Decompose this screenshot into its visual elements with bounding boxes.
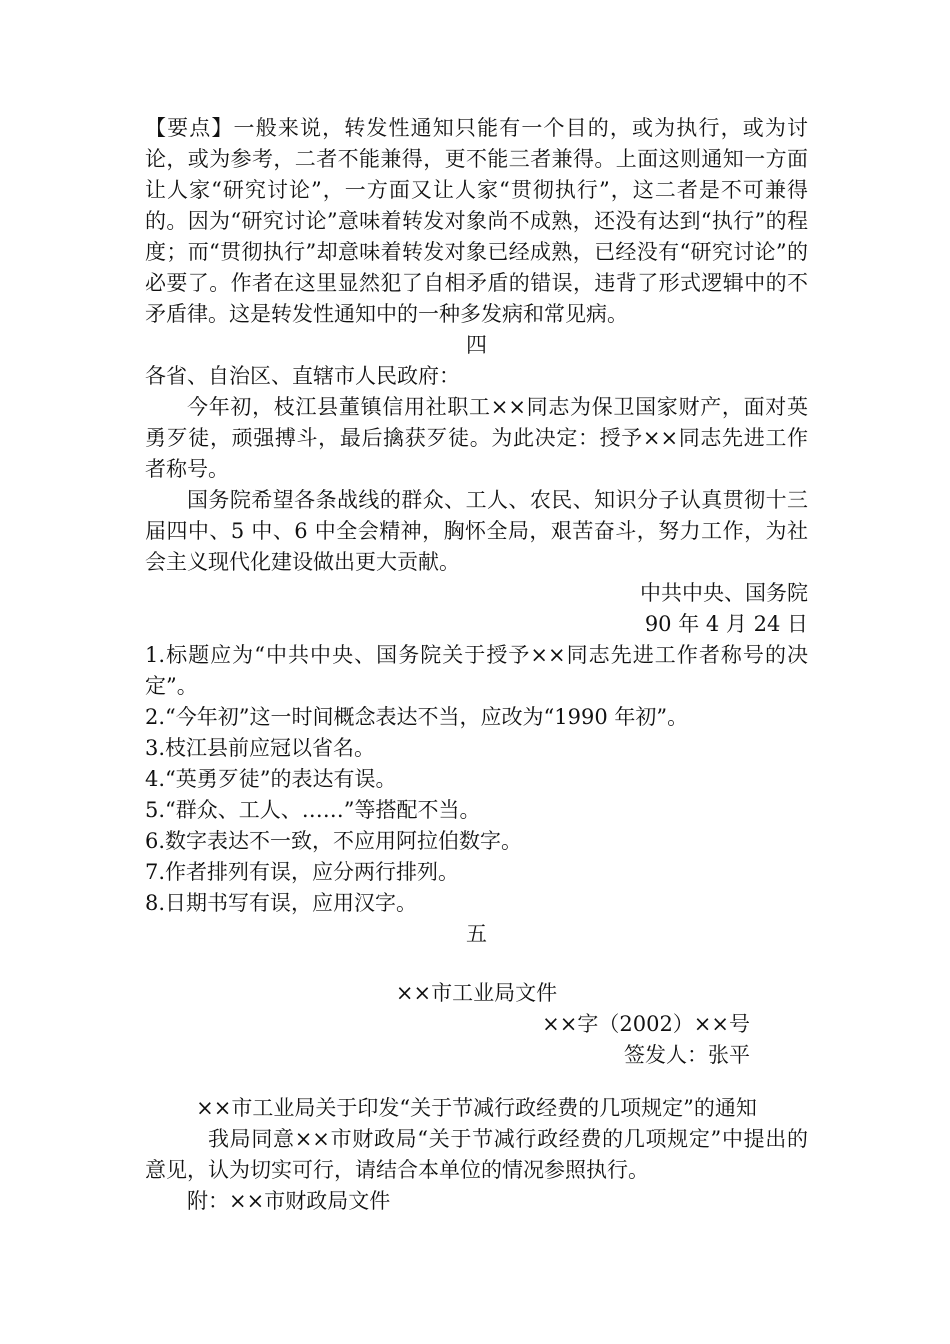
correction-item: 1.标题应为“中共中央、国务院关于授予××同志先进工作者称号的决定”。: [145, 643, 808, 698]
correction-item: 5.“群众、工人、……”等搭配不当。: [145, 798, 481, 822]
attachment: 附：××市财政局文件: [187, 1189, 391, 1213]
file-number: ××字（2002）××号: [542, 1012, 750, 1036]
file-header: ××市工业局文件: [395, 981, 558, 1005]
notice-title: ××市工业局关于印发“关于节减行政经费的几项规定”的通知: [196, 1096, 757, 1120]
correction-item: 2.“今年初”这一时间概念表达不当，应改为“1990 年初”。: [145, 705, 689, 729]
correction-item: 4.“英勇歹徒”的表达有误。: [145, 767, 397, 791]
signature: 中共中央、国务院: [640, 581, 808, 605]
notice-body: 我局同意××市财政局“关于节减行政经费的几项规定”中提出的意见，认为切实可行，请结合本单位的情况参照执行。: [145, 1127, 808, 1182]
issuer: 签发人：张平: [624, 1043, 750, 1067]
correction-item: 3.枝江县前应冠以省名。: [145, 736, 376, 760]
correction-item: 6.数字表达不一致，不应用阿拉伯数字。: [145, 829, 523, 853]
date: 90 年 4 月 24 日: [644, 612, 808, 636]
spacer: [145, 950, 808, 978]
correction-item: 8.日期书写有误，应用汉字。: [145, 891, 418, 915]
spacer: [145, 1071, 808, 1093]
body-paragraph-2: 国务院希望各条战线的群众、工人、农民、知识分子认真贯彻十三届四中、5 中、6 中全会精神，胸怀全局，艰苦奋斗，努力工作，为社会主义现代化建设做出更大贡献。: [145, 488, 808, 574]
section-heading-5: 五: [466, 922, 487, 946]
section-heading-4: 四: [466, 333, 487, 357]
body-paragraph-1: 今年初，枝江县董镇信用社职工××同志为保卫国家财产，面对英勇歹徒，顽强搏斗，最后擒获歹徒。为此决定：授予××同志先进工作者称号。: [145, 395, 808, 481]
correction-item: 7.作者排列有误，应分两行排列。: [145, 860, 460, 884]
key-point-paragraph: 【要点】一般来说，转发性通知只能有一个目的，或为执行，或为讨论，或为参考，二者不能兼得，更不能三者兼得。上面这则通知一方面让人家“研究讨论”，一方面又让人家“贯彻执行”，这二者是不可兼得的。因为“研究讨论”意味着转发对象尚不成熟，还没有达到“执行”的程度；而“贯彻执行”却意味着转发对象已经成熟，已经没有“研究讨论”的必要了。作者在这里显然犯了自相矛盾的错误，违背了形式逻辑中的不矛盾律。这是转发性通知中的一种多发病和常见病。: [145, 116, 808, 326]
corrections-list: [145, 640, 808, 919]
salutation: 各省、自治区、直辖市人民政府：: [145, 364, 460, 388]
